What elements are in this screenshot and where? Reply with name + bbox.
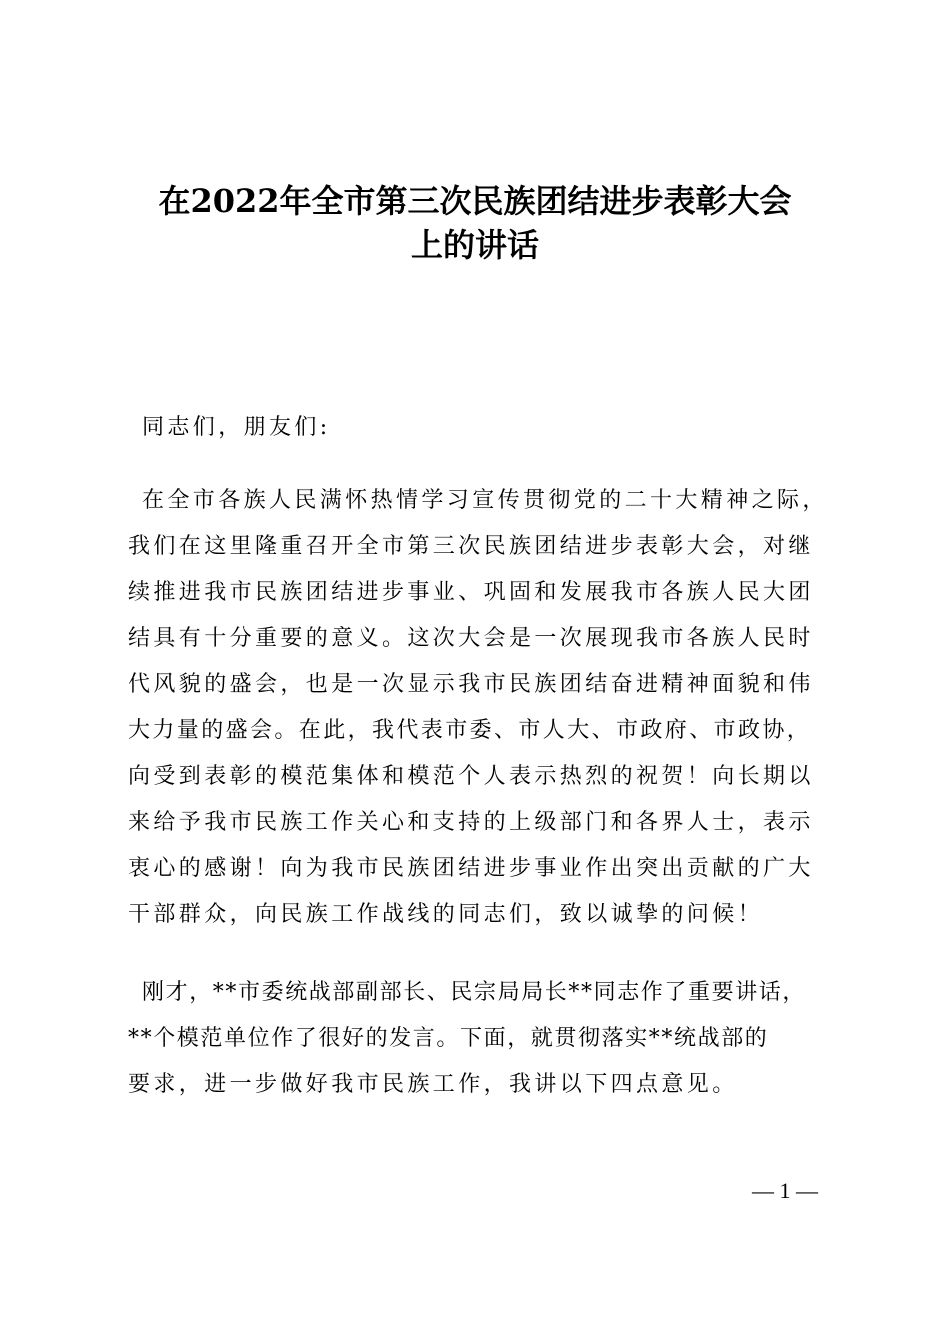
salutation-text: 同志们，朋友们: [142,415,331,440]
document-title-line-2: 上的讲话 [410,226,539,264]
paragraph-1-line: 续推进我市民族团结进步事业、巩固和发展我市各族人民大团 [128,580,814,605]
document-title-line-1: 在2022年全市第三次民族团结进步表彰大会 [158,182,792,220]
paragraph-1-line: 干部群众，向民族工作战线的同志们，致以诚挚的问候！ [128,902,764,927]
page-number: — 1 — [752,1178,818,1203]
paragraph-1-line: 衷心的感谢！向为我市民族团结进步事业作出突出贡献的广大 [128,856,814,881]
paragraph-1-line: 向受到表彰的模范集体和模范个人表示热烈的祝贺！向长期以 [128,764,814,789]
paragraph-1-line: 结具有十分重要的意义。这次大会是一次展现我市各族人民时 [128,626,814,651]
paragraph-1-line: 我们在这里隆重召开全市第三次民族团结进步表彰大会，对继 [128,534,814,559]
paragraph-2-line: 刚才，**市委统战部副部长、民宗局局长**同志作了重要讲话， [142,980,807,1005]
paragraph-2-line: 要求，进一步做好我市民族工作，我讲以下四点意见。 [128,1072,738,1097]
paragraph-2 [128,970,838,1108]
paragraph-2-line: **个模范单位作了很好的发言。下面，就贯彻落实**统战部的 [128,1026,769,1051]
paragraph-1-line: 大力量的盛会。在此，我代表市委、市人大、市政府、市政协， [128,718,812,743]
paragraph-1 [128,478,838,938]
paragraph-1-line: 在全市各族人民满怀热情学习宣传贯彻党的二十大精神之际， [142,488,828,513]
paragraph-1-line: 代风貌的盛会，也是一次显示我市民族团结奋进精神面貌和伟 [128,672,814,697]
paragraph-1-line: 来给予我市民族工作关心和支持的上级部门和各界人士，表示 [128,810,814,835]
salutation [128,405,838,451]
